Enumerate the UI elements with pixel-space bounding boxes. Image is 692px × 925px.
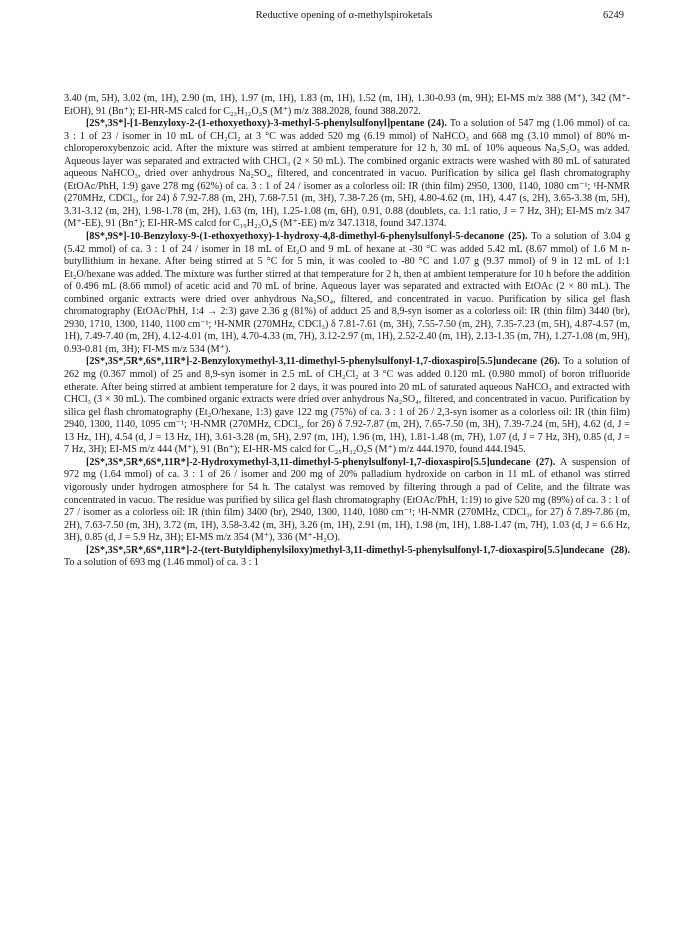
paragraph-compound-25 <box>64 231 630 356</box>
compound-heading: [2S*,3S*,5R*,6S*,11R*]-2-Benzyloxymethyl-3,11-dimethyl-5-phenylsulfonyl-1,7-dioxaspiro[5.5]undecane (26). <box>86 356 560 368</box>
paragraph-text: To a solution of 693 mg (1.46 mmol) of ca. 3 : 1 <box>64 557 259 569</box>
paragraph-text: To a solution of 3.04 g (5.42 mmol) of ca. 3 : 1 of 24 / isomer in 18 mL of Et₂O and 9 mL of hexane at -30 °C was added 5.42 mL (8.67 mmol) of 1.6 M n-butyllithium in hexane. After being stirred at 5 °C for 5 min, it was cooled to -80 °C and 1.07 g (9.37 mmol) of 9 in 12 mL of 1:1 Et₂O/hexane was added. The mixture was further stirred at that temperature for 2 h, then at ambient temperature for 10 h before the addition of 0.496 mL (8.66 mmol) of acetic acid and 70 mL of brine. Aqueous layer was separated and extracted with EtOAc (2 × 80 mL). The combined organic extracts were dried over anhydrous Na₂SO₄, filtered, and concentrated in vacuo. Purification by silica gel flash chromatography (EtOAc/PhH, 1:4 → 2:3) gave 2.36 g (81%) of adduct 25 and 8,9-syn isomer as a colorless oil: IR (thin film) 3440 (br), 2930, 1710, 1300, 1140, 1100 cm⁻¹; ¹H-NMR (270MHz, CDCl₃) δ 7.81-7.61 (m, 3H), 7.55-7.50 (m, 2H), 7.35-7.23 (m, 5H), 4.87-4.57 (m, 1H), 7.49-7.40 (m, 2H), 4.12-4.01 (m, 1H), 4.70-4.33 (m, 7H), 3.12-2.97 (m, 1H), 2.52-2.40 (m, 1H), 2.13-1.35 (m, 7H), 1.27-1.08 (m, 9H), 0.93-0.81 (m, 3H); FI-MS m/z 534 (M⁺). <box>64 231 630 355</box>
paragraph-compound-26 <box>64 356 630 456</box>
paragraph-compound-28 <box>64 545 630 570</box>
paragraph-text: To a solution of 262 mg (0.367 mmol) of 25 and 8,9-syn isomer in 2.5 mL of CH₂Cl₂ at 3 °C was added 0.120 mL (0.980 mmol) of boron trifluoride etherate. After being stirred at ambient temperature for 2 days, it was poured into 20 mL of saturated aqueous NaHCO₃ and extracted with CHCl₃ (3 × 30 mL). The combined organic extracts were dried over anhydrous Na₂SO₄, filtered, and concentrated in vacuo. Purification by silica gel flash chromatography (Et₂O/hexane, 1:3) gave 122 mg (75%) of ca. 3 : 1 of 26 / 2,3-syn isomer as a colorless oil: IR (thin film) 2940, 1300, 1140, 1095 cm⁻¹; ¹H-NMR (270MHz, CDCl₃, for 26) δ 7.92-7.87 (m, 2H), 7.65-7.50 (m, 3H), 7.39-7.24 (m, 5H), 4.62 (d, J = 13 Hz, 1H), 4.54 (d, J = 13 Hz, 1H), 3.61-3.28 (m, 5H), 2.97 (m, 1H), 1.96 (m, 1H), 1.81-1.48 (m, 7H), 1.07 (d, J = 7 Hz, 3H), 0.85 (d, J = 7 Hz, 3H); EI-MS m/z 444 (M⁺), 91 (Bn⁺); EI-HR-MS calcd for C₂₅H₃₂O₅S (M⁺) m/z 444.1970, found 444.1945. <box>64 356 630 456</box>
article-body <box>64 93 630 570</box>
paragraph-text: To a solution of 547 mg (1.06 mmol) of ca. 3 : 1 of 23 / isomer in 10 mL of CH₂Cl₂ at 3 °C was added 520 mg (6.19 mmol) of NaHCO₃ and 668 mg (3.10 mmol) of 80% m-chloroperoxybenzoic acid. After the mixture was stirred at ambient temperature for 12 h, 30 mL of 10% aqueous Na₂S₂O₃ was added. Aqueous layer was separated and extracted with CHCl₃ (2 × 50 mL). The combined organic extracts were washed with 80 mL of saturated aqueous NaHCO₃, dried over anhydrous Na₂SO₄, filtered, and concentrated in vacuo. Purification by silica gel flash chromatography (EtOAc/PhH, 1:9) gave 278 mg (62%) of ca. 3 : 1 of 24 / isomer as a colorless oil: IR (thin film) 2950, 1300, 1140, 1080 cm⁻¹; ¹H-NMR (270MHz, CDCl₃, for 24) δ 7.92-7.88 (m, 2H), 7.68-7.51 (m, 3H), 7.38-7.26 (m, 5H), 4.80-4.62 (m, 1H), 4.47 (s, 2H), 3.65-3.38 (m, 5H), 3.31-3.12 (m, 2H), 1.98-1.78 (m, 2H), 1.63 (m, 1H), 1.25-1.08 (m, 6H), 0.91, 0.88 (doublets, ca. 1:1 ratio, J = 7 Hz, 3H); EI-MS m/z 347 (M⁺-EE), 91 (Bn⁺); EI-HR-MS calcd for C₁₉H₂₃O₄S (M⁺-EE) m/z 347.1318, found 347.1374. <box>64 118 630 230</box>
paragraph-text: 3.40 (m, 5H), 3.02 (m, 1H), 2.90 (m, 1H), 1.97 (m, 1H), 1.83 (m, 1H), 1.52 (m, 1H), 1.30-0.93 (m, 9H); EI-MS m/z 388 (M⁺), 342 (M⁺-EtOH), 91 (Bn⁺); EI-HR-MS calcd for C₂₃H₃₂O₃S (M⁺) m/z 388.2028, found 388.2072. <box>64 93 630 117</box>
paragraph-continuation <box>64 93 630 118</box>
paragraph-compound-24 <box>64 118 630 231</box>
compound-heading: [2S*,3S*,5R*,6S*,11R*]-2-(tert-Butyldiphenylsiloxy)methyl-3,11-dimethyl-5-phenylsulfonyl-1,7-dioxaspiro[5.5]undecane (28). <box>86 544 630 556</box>
compound-heading: [2S*,3S*]-[1-Benzyloxy-2-(1-ethoxyethoxy)-3-methyl-5-phenylsulfonyl]pentane (24). <box>86 118 447 130</box>
compound-heading: [8S*,9S*]-10-Benzyloxy-9-(1-ethoxyethoxy)-1-hydroxy-4,8-dimethyl-6-phenylsulfonyl-5-decanone (25). <box>86 231 528 243</box>
paragraph-text: A suspension of 972 mg (1.64 mmol) of ca. 3 : 1 of 26 / isomer and 200 mg of 20% palladium hydroxide on carbon in 11 mL of ethanol was stirred vigorously under hydrogen atmosphere for 54 h. The catalyst was removed by filtering through a pad of Celite, and the filtrate was concentrated in vacuo. The residue was purified by silica gel flash chromatography (EtOAc/PhH, 1:19) to give 520 mg (89%) of ca. 3 : 1 of 27 / isomer as a colorless oil: IR (thin film) 3400 (br), 2940, 1300, 1140, 1080 cm⁻¹; ¹H-NMR (270MHz, CDCl₃, for 27) δ 7.89-7.86 (m, 2H), 7.63-7.50 (m, 3H), 3.72 (m, 1H), 3.58-3.42 (m, 3H), 3.26 (m, 1H), 2.91 (m, 1H), 1.98 (m, 1H), 1.88-1.47 (m, 7H), 1.03 (d, J = 6.6 Hz, 3H), 0.85 (d, J = 5.9 Hz, 3H); EI-MS m/z 354 (M⁺), 336 (M⁺-H₂O). <box>64 456 630 544</box>
paragraph-compound-27 <box>64 457 630 545</box>
running-header <box>64 10 624 26</box>
compound-heading: [2S*,3S*,5R*,6S*,11R*]-2-Hydroxymethyl-3,11-dimethyl-5-phenylsulfonyl-1,7-dioxaspiro[5.5]undecane (27). <box>86 456 556 468</box>
running-title: Reductive opening of α-methylspiroketals <box>255 10 433 21</box>
page-number: 6249 <box>603 10 624 21</box>
